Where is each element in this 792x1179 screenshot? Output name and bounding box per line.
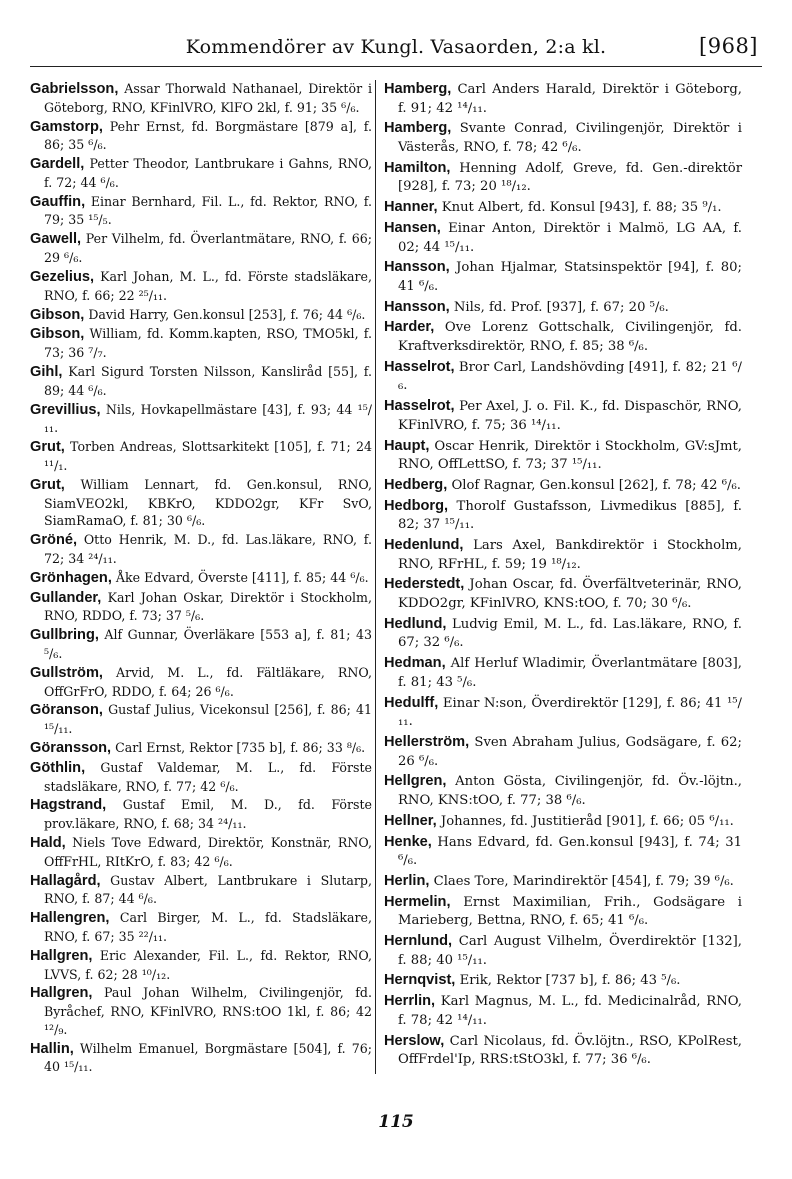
entry-details: Gustav Albert, Lantbrukare i Slutarp, RNO, f. 87; 44 ⁶/₆. xyxy=(44,872,372,907)
directory-entry xyxy=(384,358,742,396)
entry-surname: Göransson, xyxy=(30,739,112,756)
entry-surname: Hasselrot, xyxy=(384,398,455,415)
entry-details: Einar Bernhard, Fil. L., fd. Rektor, RNO, f. 79; 35 ¹⁵/₅. xyxy=(44,193,372,228)
entry-details: William Lennart, fd. Gen.konsul, RNO, SiamVEO2kl, KBKrO, KDDO2gr, KFr SvO, SiamRamaO, f. 81; 30 ⁶/₆. xyxy=(44,476,372,529)
directory-entry xyxy=(30,155,372,191)
entry-surname: Hernlund, xyxy=(384,933,453,950)
entry-details: Ove Lorenz Gottschalk, Civilingenjör, fd. Kraftverksdirektör, RNO, f. 85; 38 ⁶/₆. xyxy=(398,320,742,355)
entry-surname: Göthlin, xyxy=(30,759,86,776)
entry-details: Johannes, fd. Justitieråd [901], f. 66; 05 ⁶/₁₁. xyxy=(436,813,734,829)
entry-details: Karl Magnus, M. L., fd. Medicinalråd, RNO, f. 78; 42 ¹⁴/₁₁. xyxy=(398,994,742,1028)
entry-details: Alf Gunnar, Överläkare [553 a], f. 81; 43 ⁵/₆. xyxy=(44,627,372,661)
directory-entry xyxy=(384,772,742,810)
entry-details: Assar Thorwald Nathanael, Direktör i Göteborg, RNO, KFinlVRO, KlFO 2kl, f. 91; 35 ⁶/₆. xyxy=(44,81,372,115)
entry-details: Arvid, M. L., fd. Fältläkare, RNO, OffGrFrO, RDDO, f. 64; 26 ⁶/₆. xyxy=(44,664,372,699)
entry-details: Claes Tore, Marindirektör [454], f. 79; 39 ⁶/₆. xyxy=(429,873,734,889)
entry-details: Karl Johan Oskar, Direktör i Stockholm, RNO, RDDO, f. 73; 37 ⁵/₆. xyxy=(44,589,372,624)
entry-surname: Hedberg, xyxy=(384,476,448,493)
page-number: 115 xyxy=(378,1112,414,1132)
entry-surname: Gibson, xyxy=(30,306,85,323)
entry-surname: Hallgren, xyxy=(30,985,93,1002)
directory-entry xyxy=(384,437,742,475)
entry-details: Gustaf Valdemar, M. L., fd. Förste stadsläkare, RNO, f. 77; 42 ⁶/₆. xyxy=(44,759,372,794)
directory-entry xyxy=(384,872,742,892)
entry-surname: Hansson, xyxy=(384,298,450,315)
entry-details: David Harry, Gen.konsul [253], f. 76; 44 ⁶/₆. xyxy=(84,306,366,322)
entry-surname: Gullander, xyxy=(30,589,102,606)
directory-entry xyxy=(384,812,742,832)
directory-entry xyxy=(384,258,742,296)
entry-details: William, fd. Komm.kapten, RSO, TMO5kl, f. 73; 36 ⁷/₇. xyxy=(44,326,372,361)
entry-surname: Hamberg, xyxy=(384,81,452,97)
directory-entry xyxy=(30,80,372,116)
entry-details: Carl Nicolaus, fd. Öv.löjtn., RSO, KPolRest, OffFrdel'Ip, RRS:tStO3kl, f. 77; 36 ⁶/₆. xyxy=(398,1033,742,1068)
directory-entry xyxy=(30,589,372,625)
entry-surname: Göranson, xyxy=(30,702,103,719)
entry-surname: Gezelius, xyxy=(30,268,95,285)
directory-entry xyxy=(30,664,372,700)
directory-entry xyxy=(30,834,372,870)
entry-surname: Hamilton, xyxy=(384,159,451,176)
entry-details: Carl Birger, M. L., fd. Stadsläkare, RNO, f. 67; 35 ²²/₁₁. xyxy=(44,910,372,944)
entry-surname: Gröné, xyxy=(30,532,78,549)
entry-details: Ludvig Emil, M. L., fd. Las.läkare, RNO, f. 67; 32 ⁶/₆. xyxy=(398,616,742,651)
entry-details: Carl Anders Harald, Direktör i Göteborg, f. 91; 42 ¹⁴/₁₁. xyxy=(398,82,742,116)
directory-entry xyxy=(30,363,372,399)
entry-details: Gustaf Emil, M. D., fd. Förste prov.läkare, RNO, f. 68; 34 ²⁴/₁₁. xyxy=(44,797,372,832)
directory-entry xyxy=(30,230,372,266)
entry-details: Anton Gösta, Civilingenjör, fd. Öv.-löjtn., RNO, KNS:tOO, f. 77; 38 ⁶/₆. xyxy=(398,774,742,808)
header-title: Kommendörer av Kungl. Vasaorden, 2:a kl. xyxy=(185,36,607,58)
entry-surname: Hamberg, xyxy=(384,120,452,137)
entry-surname: Hedborg, xyxy=(384,497,449,514)
entry-details: Svante Conrad, Civilingenjör, Direktör i Västerås, RNO, f. 78; 42 ⁶/₆. xyxy=(398,121,742,155)
entry-surname: Hernqvist, xyxy=(384,972,456,989)
directory-entry xyxy=(384,992,742,1030)
entry-surname: Gauffin, xyxy=(30,193,86,210)
entry-surname: Grevillius, xyxy=(30,401,101,418)
directory-entry xyxy=(384,298,742,318)
directory-entry xyxy=(30,476,372,530)
entry-details: Petter Theodor, Lantbrukare i Gahns, RNO, f. 72; 44 ⁶/₆. xyxy=(44,156,372,190)
entry-surname: Gullbring, xyxy=(30,627,99,644)
directory-entry xyxy=(30,118,372,154)
entry-details: Pehr Ernst, fd. Borgmästare [879 a], f. 86; 35 ⁶/₆. xyxy=(44,118,372,153)
entry-surname: Henke, xyxy=(384,833,432,850)
directory-entry xyxy=(384,932,742,970)
header-page-ref: [968] xyxy=(699,34,758,58)
entry-surname: Gabrielsson, xyxy=(30,81,119,97)
entry-details: Eric Alexander, Fil. L., fd. Rektor, RNO, LVVS, f. 62; 28 ¹⁰/₁₂. xyxy=(44,947,372,982)
entry-details: Erik, Rektor [737 b], f. 86; 43 ⁵/₆. xyxy=(455,973,681,989)
directory-entry xyxy=(30,401,372,437)
left-column xyxy=(30,80,372,1079)
entry-details: Niels Tove Edward, Direktör, Konstnär, RNO, OffFrHL, RItKrO, f. 83; 42 ⁶/₆. xyxy=(44,835,372,869)
entry-surname: Hedlund, xyxy=(384,615,447,632)
directory-entry xyxy=(384,80,742,118)
entry-surname: Gullström, xyxy=(30,664,103,681)
entry-surname: Hallagård, xyxy=(30,872,101,889)
directory-entry xyxy=(30,193,372,229)
entry-details: Ernst Maximilian, Frih., Godsägare i Marieberg, Bettna, RNO, f. 65; 41 ⁶/₆. xyxy=(398,894,742,929)
directory-entry xyxy=(384,1032,742,1070)
entry-surname: Grönhagen, xyxy=(30,569,112,586)
directory-entry xyxy=(30,984,372,1038)
entry-surname: Herrlin, xyxy=(384,993,436,1010)
directory-entry xyxy=(30,947,372,983)
entry-surname: Gibson, xyxy=(30,326,85,343)
directory-entry xyxy=(384,119,742,157)
entry-surname: Hedman, xyxy=(384,655,446,672)
directory-entry xyxy=(384,575,742,613)
entry-surname: Harder, xyxy=(384,319,435,336)
entry-surname: Gawell, xyxy=(30,231,82,248)
directory-entry xyxy=(30,909,372,945)
running-header xyxy=(30,30,762,67)
entry-surname: Hald, xyxy=(30,835,66,852)
entry-surname: Hasselrot, xyxy=(384,358,455,375)
directory-entry xyxy=(30,531,372,567)
entry-details: Knut Albert, fd. Konsul [943], f. 88; 35 ⁹/₁. xyxy=(437,200,722,216)
entry-details: Per Vilhelm, fd. Överlantmätare, RNO, f. 66; 29 ⁶/₆. xyxy=(44,231,372,266)
entry-details: Johan Hjalmar, Statsinspektör [94], f. 80; 41 ⁶/₆. xyxy=(398,260,742,294)
right-column xyxy=(384,80,742,1079)
entry-details: Carl Ernst, Rektor [735 b], f. 86; 33 ⁸/₆. xyxy=(111,739,366,755)
directory-entry xyxy=(384,536,742,574)
directory-entry xyxy=(384,733,742,771)
entry-details: Karl Johan, M. L., fd. Förste stadsläkare, RNO, f. 66; 22 ²⁵/₁₁. xyxy=(44,268,372,303)
directory-entry xyxy=(30,1040,372,1076)
entry-surname: Grut, xyxy=(30,476,65,493)
entry-surname: Hedenlund, xyxy=(384,537,464,554)
directory-entry xyxy=(384,497,742,535)
directory-entry xyxy=(384,397,742,435)
entry-details: Einar Anton, Direktör i Malmö, LG AA, f. 02; 44 ¹⁵/₁₁. xyxy=(398,220,742,255)
directory-entry xyxy=(384,219,742,257)
entry-surname: Gamstorp, xyxy=(30,118,103,135)
entry-surname: Hansson, xyxy=(384,259,450,276)
directory-entry xyxy=(30,438,372,474)
entry-surname: Hedulff, xyxy=(384,694,439,711)
entry-surname: Hederstedt, xyxy=(384,576,465,593)
entry-details: Carl August Vilhelm, Överdirektör [132], f. 88; 40 ¹⁵/₁₁. xyxy=(398,934,742,968)
entry-surname: Gardell, xyxy=(30,156,85,173)
entry-surname: Hermelin, xyxy=(384,893,451,910)
entry-details: Olof Ragnar, Gen.konsul [262], f. 78; 42 ⁶/₆. xyxy=(447,477,741,493)
directory-entry xyxy=(384,198,742,218)
directory-entry xyxy=(30,759,372,795)
directory-entry xyxy=(30,325,372,361)
directory-entry xyxy=(30,796,372,832)
entry-details: Alf Herluf Wladimir, Överlantmätare [803], f. 81; 43 ⁵/₆. xyxy=(398,656,742,690)
entry-details: Henning Adolf, Greve, fd. Gen.-direktör [928], f. 73; 20 ¹⁸/₁₂. xyxy=(398,160,742,195)
entry-surname: Herslow, xyxy=(384,1032,445,1049)
entry-surname: Hallin, xyxy=(30,1040,74,1057)
directory-entry xyxy=(384,159,742,197)
directory-entry xyxy=(384,694,742,732)
directory-entry xyxy=(30,569,372,588)
entry-details: Otto Henrik, M. D., fd. Las.läkare, RNO, f. 72; 34 ²⁴/₁₁. xyxy=(44,532,372,566)
entry-surname: Herlin, xyxy=(384,872,430,889)
entry-surname: Hallgren, xyxy=(30,947,93,964)
entry-surname: Gihl, xyxy=(30,364,63,381)
entry-details: Åke Edvard, Överste [411], f. 85; 44 ⁶/₆. xyxy=(111,569,369,585)
directory-entry xyxy=(30,306,372,325)
entry-surname: Hellgren, xyxy=(384,773,447,790)
entry-surname: Hansen, xyxy=(384,219,441,236)
entry-details: Torben Andreas, Slottsarkitekt [105], f. 71; 24 ¹¹/₁. xyxy=(44,439,372,473)
directory-entry xyxy=(30,739,372,758)
entry-details: Hans Edvard, fd. Gen.konsul [943], f. 74; 31 ⁶/₆. xyxy=(398,834,742,869)
entry-details: Nils, fd. Prof. [937], f. 67; 20 ⁵/₆. xyxy=(449,299,669,315)
entry-details: Wilhelm Emanuel, Borgmästare [504], f. 76; 40 ¹⁵/₁₁. xyxy=(44,1040,372,1075)
entry-details: Paul Johan Wilhelm, Civilingenjör, fd. Byråchef, RNO, KFinlVRO, RNS:tOO 1kl, f. 86; 42 ¹²/₉. xyxy=(44,985,372,1037)
directory-entry xyxy=(30,872,372,908)
directory-entry xyxy=(384,654,742,692)
directory-entry xyxy=(30,268,372,304)
entry-surname: Hagstrand, xyxy=(30,797,107,814)
entry-surname: Hellerström, xyxy=(384,733,470,750)
entry-details: Karl Sigurd Torsten Nilsson, Kansliråd [55], f. 89; 44 ⁶/₆. xyxy=(44,364,372,398)
entry-details: Johan Oscar, fd. Överfältveterinär, RNO, KDDO2gr, KFinlVRO, KNS:tOO, f. 70; 30 ⁶/₆. xyxy=(398,577,742,612)
column-divider xyxy=(375,80,376,1074)
directory-entry xyxy=(384,476,742,496)
entry-details: Thorolf Gustafsson, Livmedikus [885], f. 82; 37 ¹⁵/₁₁. xyxy=(398,498,742,533)
entry-surname: Hallengren, xyxy=(30,910,110,927)
entry-details: Gustaf Julius, Vicekonsul [256], f. 86; 41 ¹⁵/₁₁. xyxy=(44,702,372,737)
entry-surname: Hanner, xyxy=(384,199,438,216)
entry-details: Lars Axel, Bankdirektör i Stockholm, RNO, RFrHL, f. 59; 19 ¹⁸/₁₂. xyxy=(398,538,742,572)
directory-entry xyxy=(384,971,742,991)
entry-details: Oscar Henrik, Direktör i Stockholm, GV:sJmt, RNO, OffLettSO, f. 73; 37 ¹⁵/₁₁. xyxy=(398,438,742,473)
entry-details: Bror Carl, Landshövding [491], f. 82; 21 ⁶/₆. xyxy=(398,359,742,394)
entry-surname: Hellner, xyxy=(384,812,437,829)
directory-entry xyxy=(384,893,742,931)
entry-surname: Grut, xyxy=(30,439,65,456)
entry-details: Sven Abraham Julius, Godsägare, f. 62; 26 ⁶/₆. xyxy=(398,734,742,769)
directory-entry xyxy=(30,701,372,737)
directory-entry xyxy=(30,626,372,662)
entry-details: Per Axel, J. o. Fil. K., fd. Dispaschör, RNO, KFinlVRO, f. 75; 36 ¹⁴/₁₁. xyxy=(398,399,742,433)
directory-entry xyxy=(384,615,742,653)
entry-surname: Haupt, xyxy=(384,437,430,454)
entry-details: Einar N:son, Överdirektör [129], f. 86; 41 ¹⁵/₁₁. xyxy=(398,695,742,730)
entry-details: Nils, Hovkapellmästare [43], f. 93; 44 ¹⁵/₁₁. xyxy=(44,401,372,436)
directory-entry xyxy=(384,318,742,356)
directory-entry xyxy=(384,833,742,871)
